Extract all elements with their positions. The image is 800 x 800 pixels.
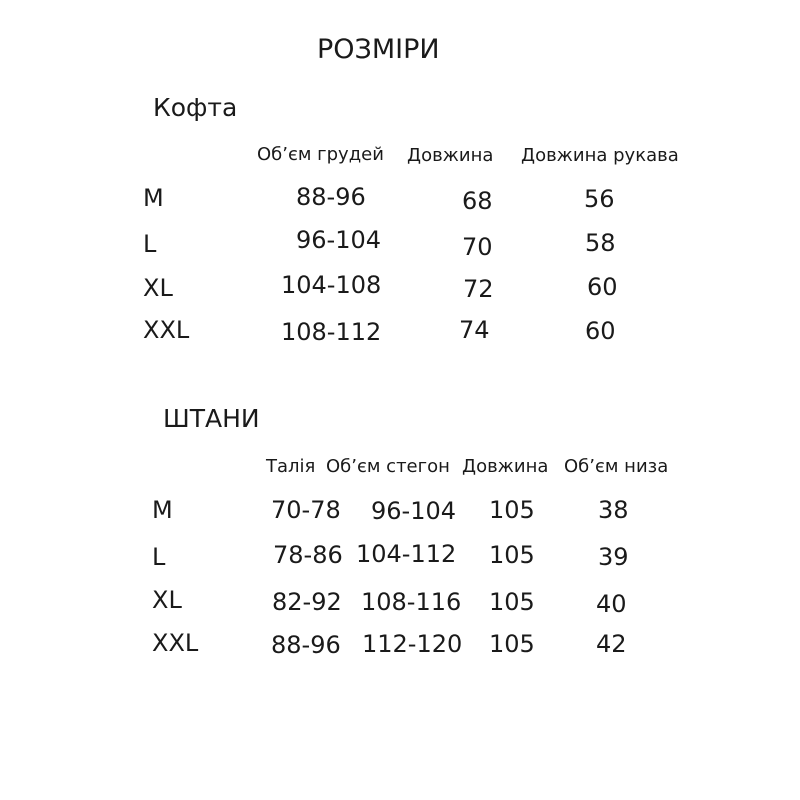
pants-size-label: XL: [152, 586, 182, 614]
jacket-header-chest: Об’єм грудей: [257, 144, 384, 165]
pants-heading: ШТАНИ: [163, 404, 260, 433]
pants-waist-value: 88-96: [271, 631, 341, 659]
pants-hips-value: 104-112: [356, 540, 457, 568]
page-title: РОЗМІРИ: [317, 34, 440, 65]
pants-length-value: 105: [489, 630, 535, 658]
jacket-chest-value: 108-112: [281, 318, 382, 346]
jacket-chest-value: 88-96: [296, 183, 366, 211]
pants-hem-value: 40: [596, 590, 627, 618]
jacket-header-sleeve: Довжина рукава: [521, 145, 679, 166]
pants-header-length: Довжина: [462, 456, 549, 477]
pants-waist-value: 78-86: [273, 541, 343, 569]
pants-waist-value: 70-78: [271, 496, 341, 524]
jacket-sleeve-value: 60: [585, 317, 616, 345]
jacket-size-label: XXL: [143, 316, 190, 344]
jacket-length-value: 74: [459, 316, 490, 344]
pants-length-value: 105: [489, 588, 535, 616]
pants-waist-value: 82-92: [272, 588, 342, 616]
jacket-length-value: 70: [462, 233, 493, 261]
pants-hips-value: 112-120: [362, 630, 463, 658]
jacket-sleeve-value: 58: [585, 229, 616, 257]
jacket-chest-value: 96-104: [296, 226, 382, 254]
pants-hips-value: 108-116: [361, 588, 462, 616]
pants-header-hips: Об’єм стегон: [326, 456, 450, 477]
jacket-length-value: 72: [463, 275, 494, 303]
jacket-size-label: XL: [143, 274, 173, 302]
pants-hips-value: 96-104: [371, 497, 457, 525]
jacket-chest-value: 104-108: [281, 271, 382, 299]
jacket-length-value: 68: [462, 187, 493, 215]
jacket-size-label: M: [143, 184, 164, 212]
jacket-size-label: L: [143, 230, 157, 258]
jacket-heading: Кофта: [153, 93, 238, 122]
pants-size-label: L: [152, 543, 166, 571]
jacket-sleeve-value: 56: [584, 185, 615, 213]
pants-hem-value: 42: [596, 630, 627, 658]
pants-hem-value: 39: [598, 543, 629, 571]
jacket-sleeve-value: 60: [587, 273, 618, 301]
pants-size-label: M: [152, 496, 173, 524]
pants-size-label: XXL: [152, 629, 199, 657]
pants-header-hem: Об’єм низа: [564, 456, 669, 477]
pants-length-value: 105: [489, 541, 535, 569]
pants-hem-value: 38: [598, 496, 629, 524]
jacket-header-length: Довжина: [407, 145, 494, 166]
pants-length-value: 105: [489, 496, 535, 524]
pants-header-waist: Талія: [266, 456, 316, 477]
